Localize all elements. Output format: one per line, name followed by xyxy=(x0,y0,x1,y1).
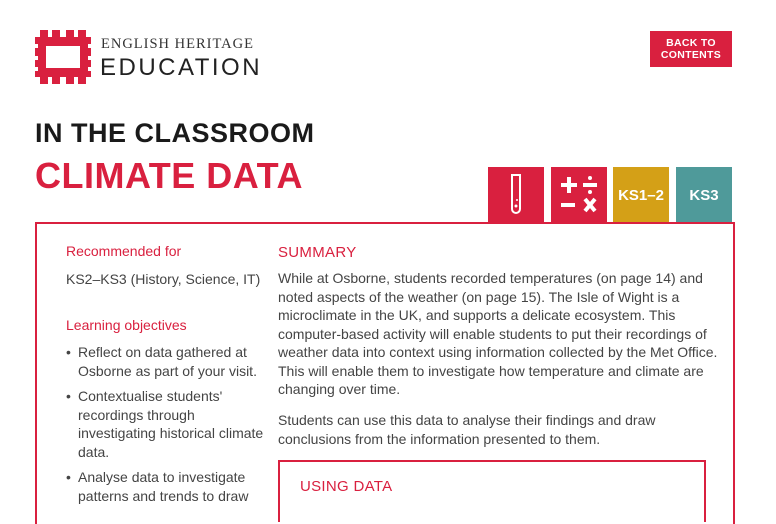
brand-subtitle: EDUCATION xyxy=(100,54,263,81)
back-to-contents-button[interactable] xyxy=(650,31,732,67)
page-subtitle: CLIMATE DATA xyxy=(35,155,303,196)
objectives-list xyxy=(66,343,266,512)
objective-item: • Analyse data to investigate patterns and trends to draw xyxy=(66,468,266,505)
objective-item: • Reflect on data gathered at Osborne as part of your visit. xyxy=(66,343,266,380)
english-heritage-logo xyxy=(35,30,91,84)
using-data-heading: USING DATA xyxy=(300,478,393,495)
maths-badge xyxy=(551,167,607,223)
brand-name: ENGLISH HERITAGE xyxy=(101,36,254,52)
science-badge xyxy=(488,167,544,223)
test-tube-icon xyxy=(506,172,526,218)
recommended-value: KS2–KS3 (History, Science, IT) xyxy=(66,271,261,287)
summary-paragraph-2: Students can use this data to analyse their findings and draw conclusions from the information presented to them. xyxy=(278,412,656,447)
page-title: IN THE CLASSROOM xyxy=(35,118,315,148)
ks3-badge: KS3 xyxy=(676,167,732,223)
summary-paragraph: While at Osborne, students recorded temperatures (on page 14) and noted aspects of the weather (on page 15). The Isle of Wight is a microclimate in the UK, and supports a delicate ecosystem. This computer-based activity will enable students to put their recordings of weather data into context using information collected by the Met Office. This will enable them to investigate how temperature and climate are changing over time. xyxy=(278,270,718,397)
back-label-line1: BACK TO xyxy=(666,37,716,49)
ks1-2-badge: KS1–2 xyxy=(613,167,669,223)
back-label-line2: CONTENTS xyxy=(660,49,722,61)
summary-heading: SUMMARY xyxy=(278,244,357,261)
maths-symbols-icon xyxy=(557,173,601,217)
objectives-heading: Learning objectives xyxy=(66,317,187,333)
recommended-heading: Recommended for xyxy=(66,243,182,259)
objective-item: • Contextualise students' recordings through investigating historical climate data. xyxy=(66,387,266,461)
